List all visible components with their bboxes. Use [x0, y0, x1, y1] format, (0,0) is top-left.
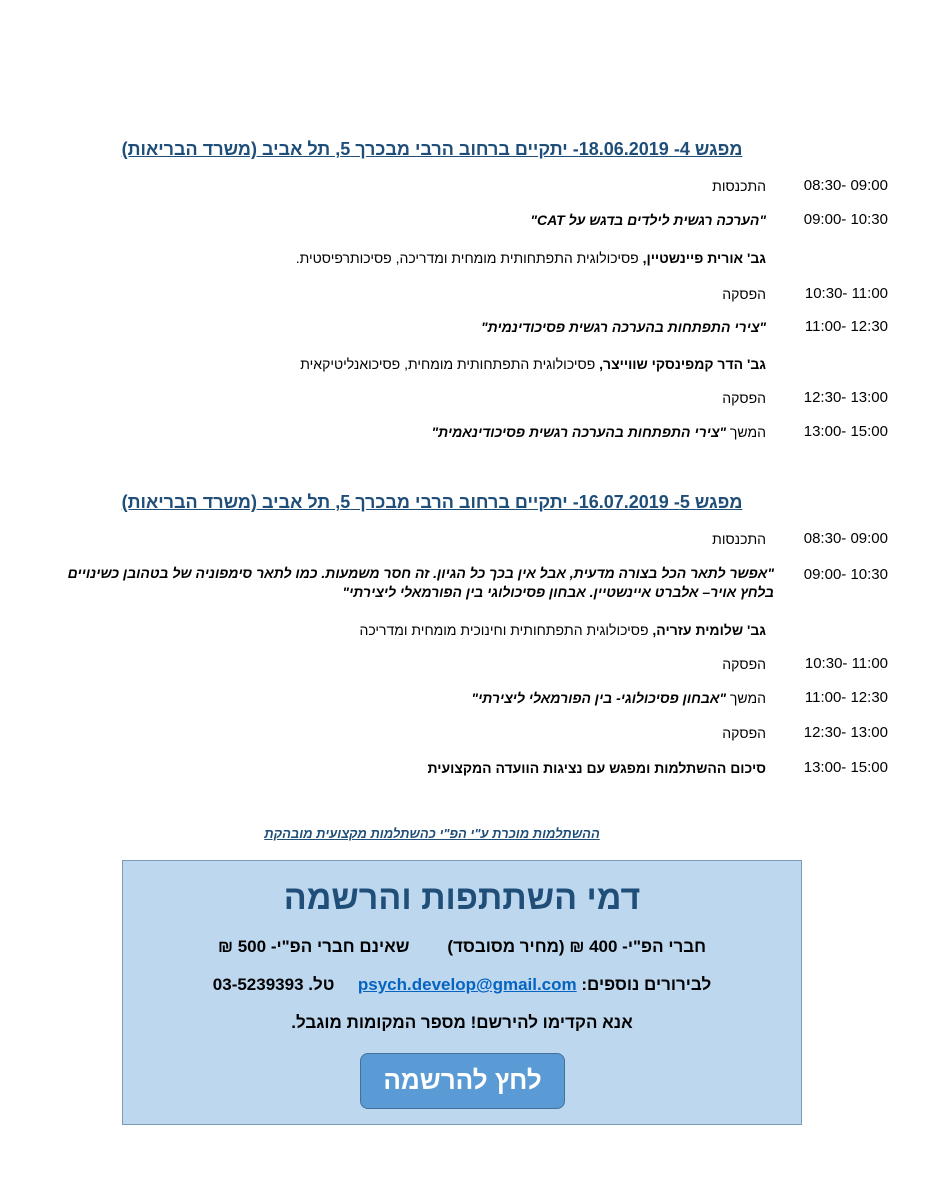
- time-slot: 12:30- 13:00: [803, 389, 888, 406]
- speaker-line: [296, 247, 766, 269]
- schedule-row: [50, 653, 888, 677]
- session-title: [52, 564, 774, 602]
- nonmembers-price: שאינם חברי הפ"י- 500 ₪: [217, 937, 410, 956]
- session-title: [530, 209, 766, 231]
- inquiries-label: לבירורים נוספים:: [581, 975, 712, 994]
- session-title: [428, 757, 766, 779]
- speaker-name: גב' אורית פיינשטיין,: [642, 250, 766, 266]
- speaker-desc: פסיכולוגית התפתחותית מומחית ומדריכה, פסיכותרפיסטית.: [295, 250, 643, 266]
- seats-note: אנא הקדימו להירשם! מספר המקומות מוגבל.: [291, 1013, 633, 1032]
- registration-box: [122, 860, 802, 1125]
- pricing-line: [123, 937, 801, 957]
- session-title-text: "הערכה רגשית לילדים בדגש על CAT": [530, 212, 766, 228]
- time-slot: 08:30- 09:00: [803, 177, 888, 194]
- session-title-text: "אבחון פסיכולוגי- בין הפורמאלי ליצירתי": [471, 690, 727, 706]
- time-slot: 10:30- 11:00: [804, 655, 888, 672]
- session-title-text: "צירי התפתחות בהערכה רגשית פסיכודינאמית": [431, 424, 727, 440]
- speaker-line: [359, 619, 766, 641]
- session-desc: הפסקה: [722, 656, 766, 672]
- session-title: [481, 316, 766, 338]
- speaker-name: גב' הדר קמפינסקי שווייצר,: [599, 356, 766, 372]
- schedule-row: [50, 528, 888, 552]
- registration-title: דמי השתתפות והרשמה: [283, 879, 641, 917]
- time-slot: 11:00- 12:30: [804, 689, 888, 706]
- phone-number: טל. 03-5239393: [212, 975, 335, 994]
- meeting5-heading: מפגש 5- 16.07.2019- יתקיים ברחוב הרבי מבכרך 5, תל אביב (משרד הבריאות): [121, 492, 743, 512]
- continuation-label: המשך: [726, 690, 766, 706]
- schedule-row: [50, 722, 888, 746]
- members-price: חברי הפ"י- 400 ₪ (מחיר מסובסד): [447, 937, 707, 956]
- email-link[interactable]: psych.develop@gmail.com: [357, 975, 577, 994]
- schedule-row: [50, 387, 888, 411]
- time-slot: 13:00- 15:00: [803, 759, 888, 776]
- speaker-row: [50, 353, 888, 377]
- schedule-row: [50, 687, 888, 711]
- time-slot: 09:00- 10:30: [803, 566, 888, 583]
- time-slot: 09:00- 10:30: [803, 211, 888, 228]
- recognition-note: ההשתלמות מוכרת ע"י הפ"י כהשתלמות מקצועית מובהקת: [264, 826, 600, 841]
- speaker-name: גב' שלומית עזריה,: [652, 622, 766, 638]
- speaker-row: [50, 247, 888, 271]
- schedule-row: [50, 316, 888, 340]
- session-desc: התכנסות: [712, 178, 766, 194]
- speaker-line: [300, 353, 766, 375]
- session-desc: הפסקה: [722, 286, 766, 302]
- time-slot: 12:30- 13:00: [803, 724, 888, 741]
- register-button[interactable]: לחץ להרשמה: [360, 1053, 565, 1109]
- schedule-row: [50, 283, 888, 307]
- schedule-row: [50, 564, 888, 606]
- session-title: [471, 687, 766, 709]
- schedule-row: [50, 757, 888, 781]
- speaker-desc: פסיכולוגית התפתחותית וחינוכית מומחית ומדריכה: [359, 622, 653, 638]
- session-desc: הפסקה: [722, 390, 766, 406]
- contact-line: [123, 975, 801, 995]
- time-slot: 10:30- 11:00: [804, 285, 888, 302]
- schedule-row: [50, 209, 888, 233]
- time-slot: 08:30- 09:00: [803, 530, 888, 547]
- session-title: [431, 421, 766, 443]
- session-title-text: "צירי התפתחות בהערכה רגשית פסיכודינמית": [480, 319, 766, 335]
- session-title-text: סיכום ההשתלמות ומפגש עם נציגות הוועדה המקצועית: [427, 760, 766, 776]
- time-slot: 11:00- 12:30: [804, 318, 888, 335]
- schedule-row: [50, 175, 888, 199]
- time-slot: 13:00- 15:00: [803, 423, 888, 440]
- schedule-row: [50, 421, 888, 445]
- session-desc: התכנסות: [712, 531, 766, 547]
- continuation-label: המשך: [726, 424, 766, 440]
- session-title-text: "אפשר לתאר הכל בצורה מדעית, אבל אין בכך כל הגיון. זה חסר משמעות. כמו לתאר סימפוניה של בטהובן כשינויים בלחץ אויר– אלברט איינשטיין. אבחון פסיכולוגי בין הפורמאלי ליצירתי": [67, 565, 774, 600]
- speaker-row: [50, 619, 888, 643]
- session-desc: הפסקה: [722, 725, 766, 741]
- speaker-desc: פסיכולוגית התפתחותית מומחית, פסיכואנליטיקאית: [300, 356, 600, 372]
- meeting4-heading: מפגש 4- 18.06.2019- יתקיים ברחוב הרבי מבכרך 5, תל אביב (משרד הבריאות): [121, 139, 743, 159]
